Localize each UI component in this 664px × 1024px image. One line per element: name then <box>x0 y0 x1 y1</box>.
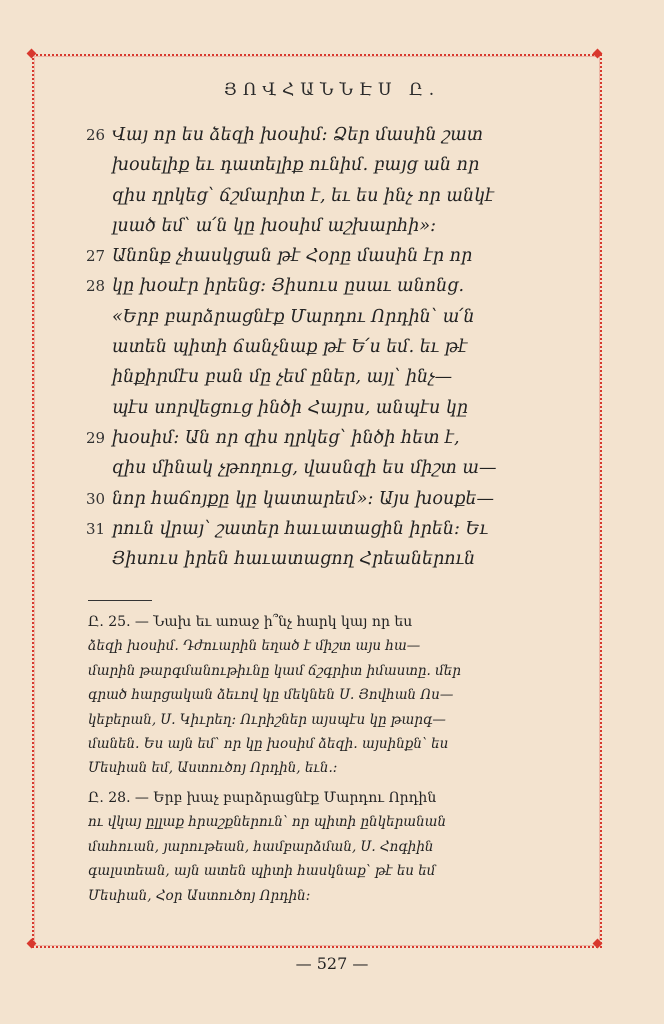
verse-line <box>86 453 556 483</box>
verse-line-text: Անոնք չհասկցան թէ Հօրը մասին էր որ <box>112 246 473 267</box>
footnote-line <box>88 610 558 634</box>
verse-line-text: րուն վրայ՝ շատեր հաւատացին իրեն։ Եւ <box>112 518 489 539</box>
verse-line <box>86 150 556 180</box>
verse-line-text: «Երբ բարձրացնէք Մարդու Որդին՝ ա՛ն <box>112 306 475 327</box>
footnote-rule <box>88 600 152 601</box>
verse-number: 29 <box>86 428 106 447</box>
verse-line <box>86 120 556 150</box>
verse-number: 28 <box>86 277 106 296</box>
footnote <box>88 610 558 781</box>
footnote-line: Մեսիան եմ, Աստուծոյ Որդին, եւն.։ <box>88 760 338 777</box>
verse-line-text: խօսիմ։ Ան որ զիս ղրկեց՝ ինծի հետ է, <box>112 427 460 448</box>
verse-line-text: խօսելիք եւ դատելիք ունիմ. բայց ան որ <box>112 155 480 176</box>
verse-line-text: կը խօսէր իրենց։ Յիսուս ըսաւ անոնց. <box>112 276 465 297</box>
verse-number: 26 <box>86 126 106 144</box>
footnote-line: կեբերան, Ս. Կիւրեղ։ Ուրիշներ այսպէս կը թարգ— <box>88 711 446 728</box>
verse-line-text: Վայ որ ես ձեզի խօսիմ։ Ձեր մասին շատ <box>112 125 484 145</box>
verse-line <box>86 271 556 301</box>
verse-number: 30 <box>86 489 106 508</box>
verse-line <box>86 514 556 544</box>
verse-line-text: լսած եմ՝ ա՛ն կը խօսիմ աշխարհի»։ <box>112 215 437 236</box>
verse-line <box>86 302 556 332</box>
footnote-line: գրած հարցական ձեւով կը մեկնեն Ս. Յովհան Ոս— <box>88 687 454 704</box>
verse-number: 31 <box>86 519 106 538</box>
verse-line-text: ատեն պիտի ճանչնաք թէ Ե՛ս եմ. եւ թէ <box>112 337 468 358</box>
verse-line-text: նոր հաճոյքը կը կատարեմ»։ Այս խօսքե— <box>112 488 494 509</box>
verse-line <box>86 241 556 271</box>
verse-text <box>86 120 556 574</box>
footnote-first-line: — Երբ խաչ բարձրացնէք Մարդու Որդին <box>134 790 437 806</box>
footnote <box>88 786 558 908</box>
footnote-reference: Ը. 25. <box>88 614 131 630</box>
verse-line-text: զիս ղրկեց՝ ճշմարիտ է, եւ ես ինչ որ անկէ <box>112 185 495 206</box>
footnote-line: ու վկայ ըլլաք հրաշքներուն՝ որ պիտի ընկերանան <box>88 814 447 831</box>
verse-number: 27 <box>86 247 106 266</box>
footnote-line: մահուան, յարութեան, համբարձման, Ս. Հոգիին <box>88 838 434 855</box>
footnote-line: ձեզի խօսիմ. Դժուարին եղած է միշտ այս հա— <box>88 638 421 655</box>
footnote-first-line: — Նախ եւ առաջ ի՞նչ հարկ կայ որ ես <box>134 614 413 630</box>
footnote-line: Մեսիան, Հօր Աստուծոյ Որդին։ <box>88 887 311 904</box>
footnote-line: մարին թարգմանութիւնը կամ ճշգրիտ իմաստը. մեր <box>88 662 461 679</box>
verse-line <box>86 544 556 574</box>
footnote-reference: Ը. 28. <box>88 790 131 806</box>
verse-line-text: պէս սորվեցուց ինծի Հայրս, անպէս կը <box>112 397 468 418</box>
running-header: ՅՈՎՀԱՆՆԷՍ Ը. <box>223 80 441 100</box>
verse-line <box>86 332 556 362</box>
verse-line <box>86 393 556 423</box>
verse-line <box>86 211 556 241</box>
verse-line <box>86 484 556 514</box>
footnote-line <box>88 786 558 810</box>
verse-line <box>86 181 556 211</box>
verse-line <box>86 362 556 392</box>
verse-line-text: զիս մինակ չթողուց, վասնզի ես միշտ ա— <box>112 458 497 479</box>
verse-line-text: Յիսուս իրեն հաւատացող Հրեաներուն <box>112 549 476 570</box>
page-number: — 527 — <box>295 954 369 973</box>
footnote-line: մանեն. Ես այն եմ՝ որ կը խօսիմ ձեզի. այսինքն՝ ես <box>88 735 449 752</box>
footnote-line: գալստեան, այն ատեն պիտի հասկնաք՝ թէ ես եմ <box>88 863 436 880</box>
verse-line <box>86 423 556 453</box>
verse-line-text: ինքիրմէս բան մը չեմ ըներ, այլ՝ ինչ— <box>112 367 453 388</box>
